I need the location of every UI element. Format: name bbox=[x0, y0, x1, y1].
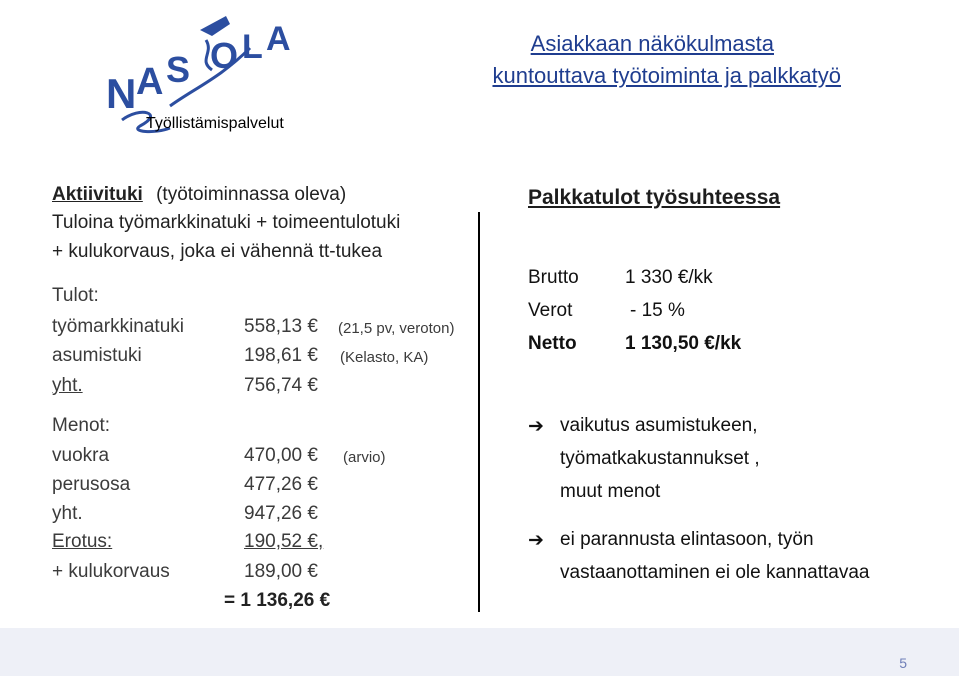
salary-row-value: 1 130,50 €/kk bbox=[625, 333, 742, 354]
bullet-1-line-2: työmatkakustannukset , bbox=[560, 448, 760, 469]
difference-label: Erotus: bbox=[52, 531, 113, 552]
salary-row-label: Brutto bbox=[528, 267, 579, 288]
expense-total-value: 947,26 € bbox=[244, 503, 318, 524]
svg-text:O: O bbox=[210, 35, 239, 76]
bullet-1-line-3: muut menot bbox=[560, 481, 661, 502]
left-intro-line-2: Tuloina työmarkkinatuki + toimeentulotuki bbox=[52, 212, 401, 233]
expense-row-label: vuokra bbox=[52, 445, 110, 466]
expense-total-label: yht. bbox=[52, 503, 83, 524]
income-label: Tulot: bbox=[52, 285, 99, 306]
compensation-label: + kulukorvaus bbox=[52, 561, 170, 582]
income-total-label bbox=[52, 375, 318, 397]
svg-text:A: A bbox=[136, 61, 164, 103]
difference-row bbox=[52, 531, 323, 553]
bullet-2-line-2: vastaanottaminen ei ole kannattavaa bbox=[560, 562, 870, 583]
aktiivituki-heading: Aktiivituki bbox=[52, 184, 143, 205]
left-intro-line-3: + kulukorvaus, joka ei vähennä tt-tukea bbox=[52, 241, 383, 262]
income-total-value: 756,74 € bbox=[244, 375, 318, 396]
salary-heading: Palkkatulot työsuhteessa bbox=[528, 186, 781, 209]
compensation-value: 189,00 € bbox=[244, 561, 318, 582]
income-row-note: (21,5 pv, veroton) bbox=[338, 320, 455, 337]
expense-row-value: 470,00 € bbox=[244, 445, 318, 466]
bullet-2-line-1: ei parannusta elintasoon, työn bbox=[560, 529, 814, 550]
aktiivituki-note: (työtoiminnassa oleva) bbox=[156, 184, 347, 205]
income-row-value: 558,13 € bbox=[244, 316, 318, 337]
expense-row-note: (arvio) bbox=[343, 449, 386, 466]
svg-text:L: L bbox=[242, 28, 263, 66]
expense-row-value: 477,26 € bbox=[244, 474, 318, 495]
salary-row-label: Netto bbox=[528, 333, 577, 354]
income-row-label: työmarkkinatuki bbox=[52, 316, 184, 337]
salary-row-label: Verot bbox=[528, 300, 573, 321]
arrow-right-icon: ➔ bbox=[528, 530, 544, 551]
difference-value: 190,52 €, bbox=[244, 531, 324, 552]
svg-text:N: N bbox=[106, 70, 137, 117]
expense-label: Menot: bbox=[52, 415, 111, 436]
column-divider bbox=[478, 212, 480, 612]
income-row-value: 198,61 € bbox=[244, 345, 318, 366]
salary-row-value: 1 330 €/kk bbox=[625, 267, 713, 288]
page-number: 5 bbox=[899, 655, 907, 671]
svg-text:S: S bbox=[166, 49, 191, 90]
expense-row-label: perusosa bbox=[52, 474, 131, 495]
income-row-label: asumistuki bbox=[52, 345, 142, 366]
bullet-1-line-1: vaikutus asumistukeen, bbox=[560, 415, 758, 436]
svg-text:A: A bbox=[266, 20, 291, 58]
logo-subtitle: Työllistämispalvelut bbox=[146, 115, 284, 132]
footer-band bbox=[0, 628, 959, 676]
income-row-note: (Kelasto, KA) bbox=[340, 349, 429, 366]
arrow-right-icon: ➔ bbox=[528, 416, 544, 437]
income-total-label-text: yht. bbox=[52, 375, 83, 396]
page-title-line-2: kuntouttava työtoiminta ja palkkatyö bbox=[492, 63, 841, 88]
left-heading-row bbox=[52, 184, 346, 206]
salary-row-value: - 15 % bbox=[630, 300, 685, 321]
grand-total: = 1 136,26 € bbox=[224, 590, 331, 611]
page-title-line-1: Asiakkaan näkökulmasta bbox=[530, 31, 774, 56]
